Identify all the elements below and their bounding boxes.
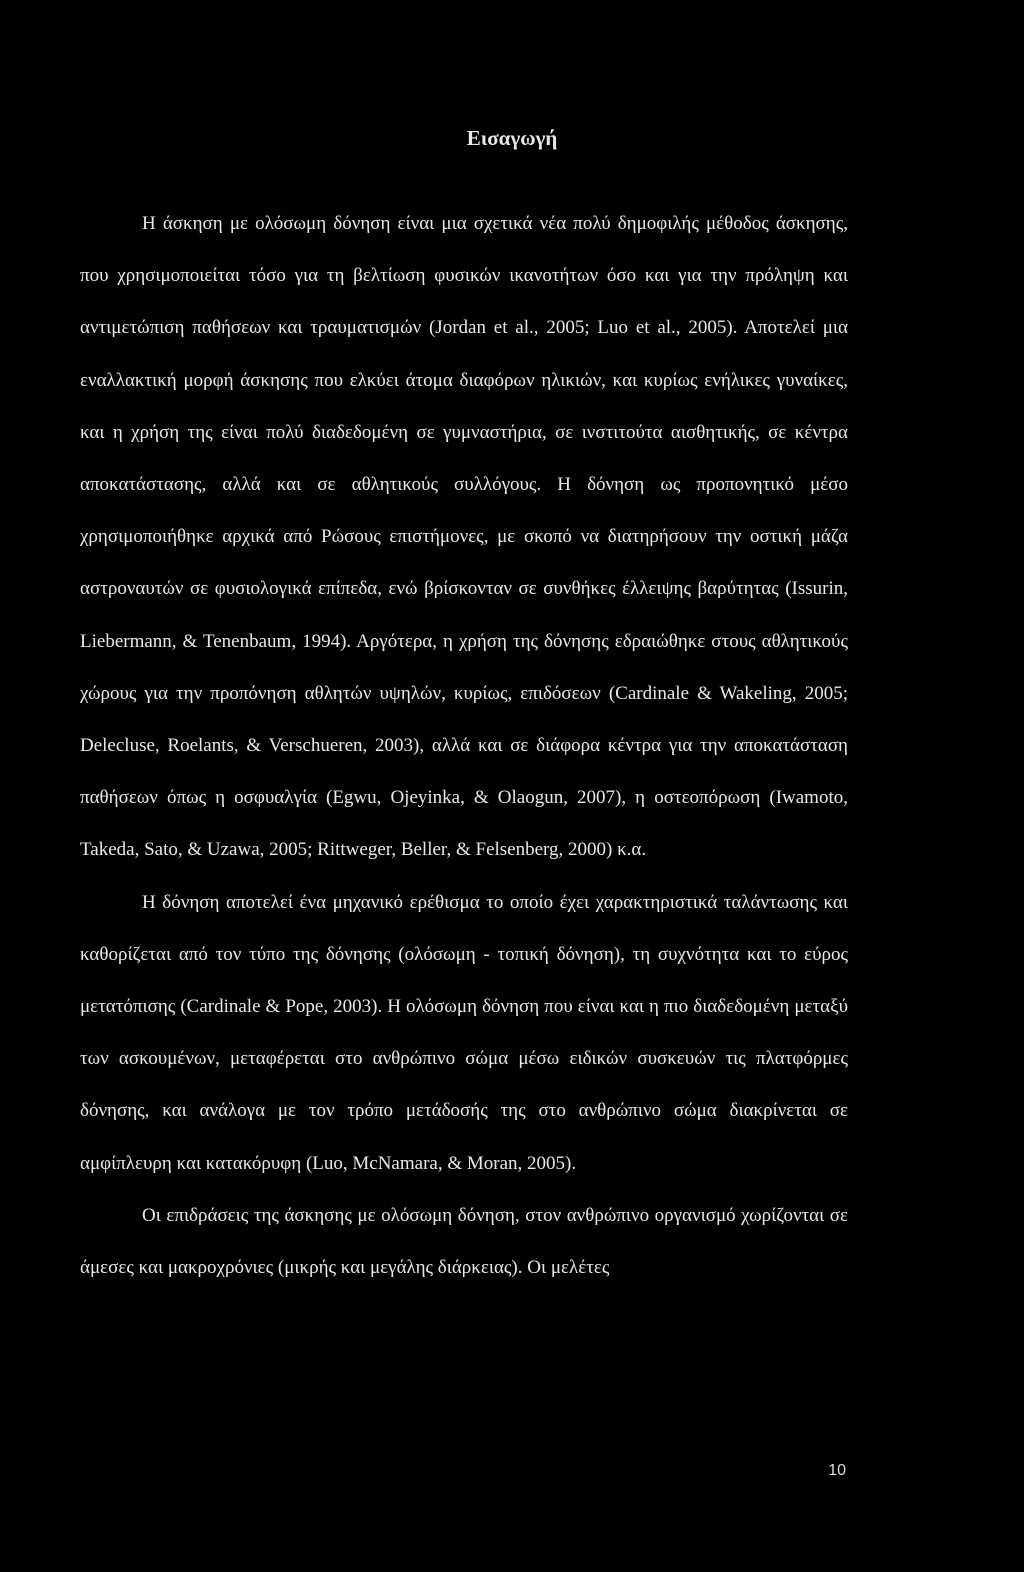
paragraph-3: Οι επιδράσεις της άσκησης με ολόσωμη δόνηση, στον ανθρώπινο οργανισμό χωρίζονται σε άμεσες και μακροχρόνιες (μικρής και μεγάλης διάρκειας). Οι μελέτες [80, 1204, 848, 1279]
paragraph-2: Η δόνηση αποτελεί ένα μηχανικό ερέθισμα το οποίο έχει χαρακτηριστικά ταλάντωσης και καθορίζεται από τον τύπο της δόνησης (ολόσωμη - τοπική δόνηση), τη συχνότητα και το εύρος μετατόπισης (Cardinale & Pope, 2003). Η ολόσωμη δόνηση που είναι και η πιο διαδεδομένη μεταξύ των ασκουμένων, μεταφέρεται στο ανθρώπινο σώμα μέσω ειδικών συσκευών τις πλατφόρμες δόνησης, και ανάλογα με τον τρόπο μετάδοσής της στο ανθρώπινο σώμα διακρίνεται σε αμφίπλευρη και κατακόρυφη (Luo, McNamara, & Moran, 2005). [80, 891, 848, 1174]
section-heading: Εισαγωγή [466, 126, 558, 150]
page-number: 10 [828, 1462, 846, 1479]
body-text [80, 198, 848, 1294]
paragraph-1: Η άσκηση με ολόσωμη δόνηση είναι μια σχετικά νέα πολύ δημοφιλής μέθοδος άσκησης, που χρησιμοποιείται τόσο για τη βελτίωση φυσικών ικανοτήτων όσο και για την πρόληψη και αντιμετώπιση παθήσεων και τραυματισμών (Jordan et al., 2005; Luo et al., 2005). Αποτελεί μια εναλλακτική μορφή άσκησης που ελκύει άτομα διαφόρων ηλικιών, και κυρίως ενήλικες γυναίκες, και η χρήση της είναι πολύ διαδεδομένη σε γυμναστήρια, σε ινστιτούτα αισθητικής, σε κέντρα αποκατάστασης, αλλά και σε αθλητικούς συλλόγους. Η δόνηση ως προπονητικό μέσο χρησιμοποιήθηκε αρχικά από Ρώσους επιστήμονες, με σκοπό να διατηρήσουν την οστική μάζα αστροναυτών σε φυσιολογικά επίπεδα, ενώ βρίσκονταν σε συνθήκες έλλειψης βαρύτητας (Issurin, Liebermann, & Tenenbaum, 1994). Αργότερα, η χρήση της δόνησης εδραιώθηκε στους αθλητικούς χώρους για την προπόνηση αθλητών υψηλών, κυρίως, επιδόσεων (Cardinale & Wakeling, 2005; Delecluse, Roelants, & Verschueren, 2003), αλλά και σε διάφορα κέντρα για την αποκατάσταση παθήσεων όπως η οσφυαλγία (Egwu, Ojeyinka, & Olaogun, 2007), η οστεοπόρωση (Iwamoto, Takeda, Sato, & Uzawa, 2005; Rittweger, Beller, & Felsenberg, 2000) κ.α. [80, 213, 848, 861]
